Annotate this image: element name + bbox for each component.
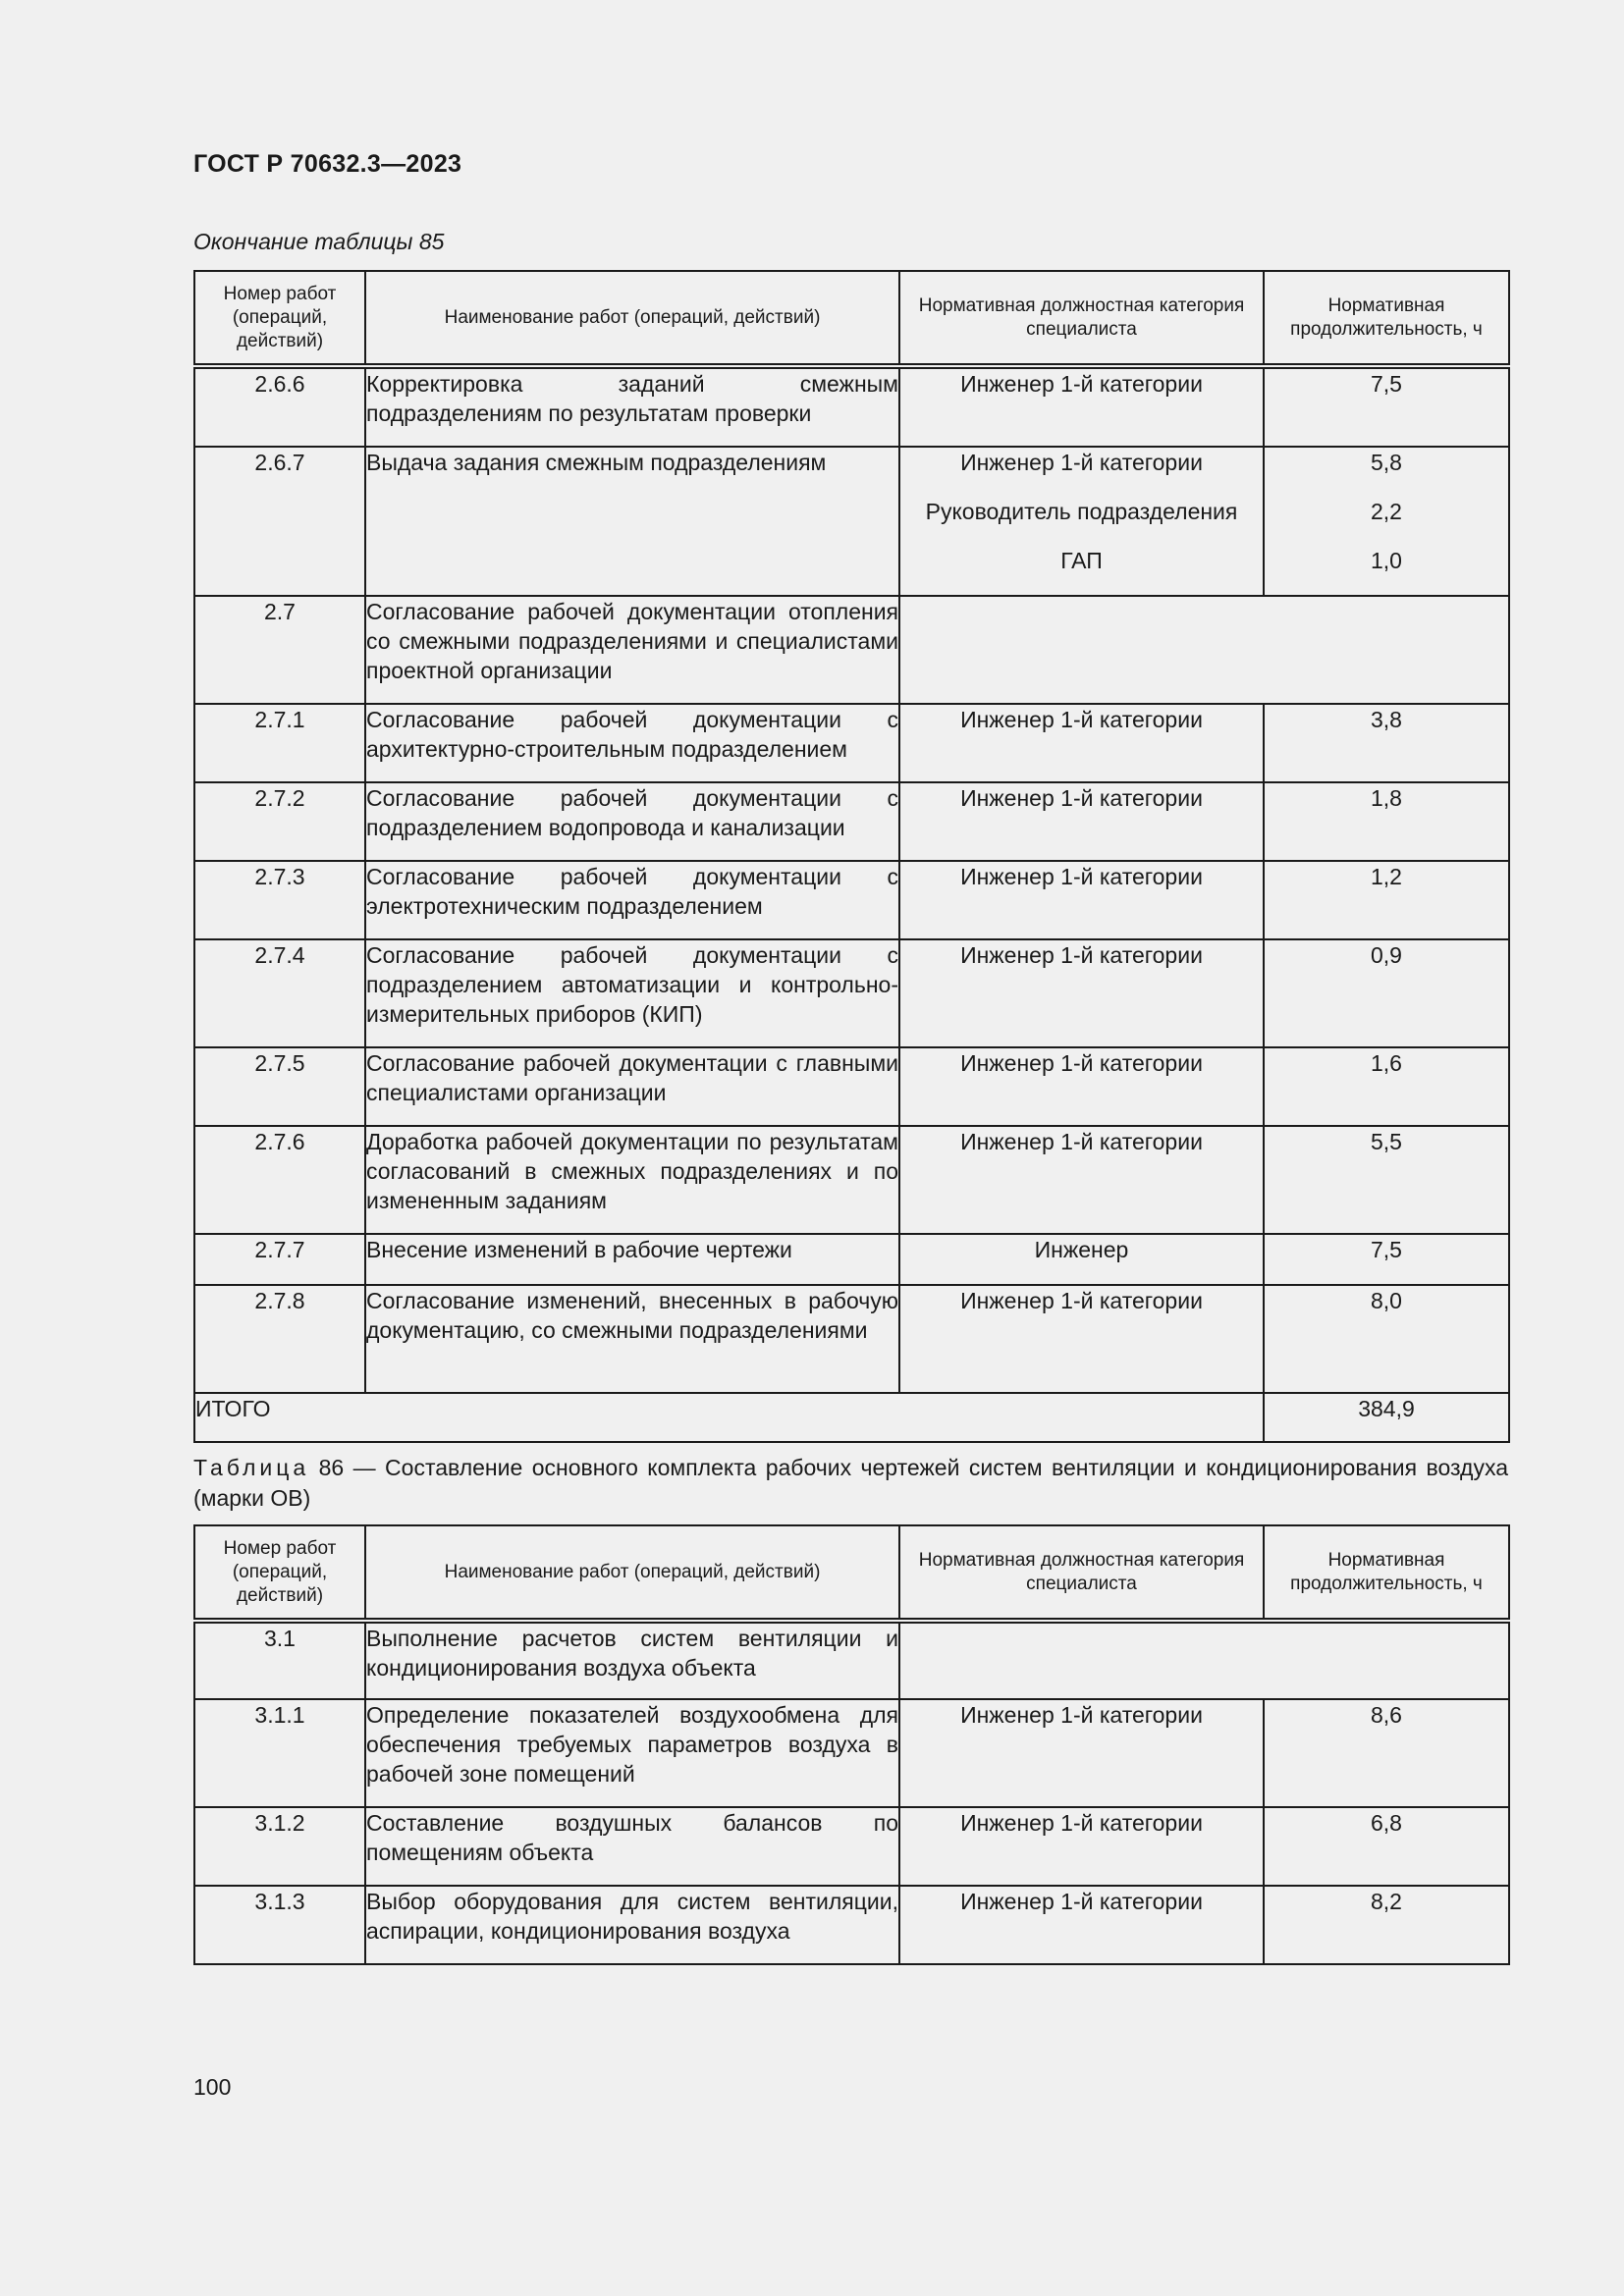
table-total-row (194, 1393, 1509, 1442)
row-work-name: Согласование рабочей документации отопления со смежными подразделениями и специалистами проектной организации (365, 596, 899, 704)
row-work-name: Выбор оборудования для систем вентиляции, аспирации, кондиционирования воздуха (365, 1886, 899, 1964)
table-row (194, 1699, 1509, 1807)
category-value: Инженер 1-й категории (960, 707, 1203, 732)
table-85-continuation (193, 270, 1510, 1443)
row-duration (1264, 939, 1509, 1047)
row-work-name: Составление воздушных балансов по помещениям объекта (365, 1807, 899, 1886)
table-86-caption-word: Таблица (193, 1455, 310, 1480)
row-category (899, 1285, 1264, 1393)
row-category (899, 782, 1264, 861)
table-row (194, 1047, 1509, 1126)
duration-value: 7,5 (1371, 371, 1402, 397)
row-category (899, 1886, 1264, 1964)
table-86 (193, 1524, 1510, 1965)
row-number: 2.7.6 (194, 1126, 365, 1234)
category-value: Инженер 1-й категории (960, 1050, 1203, 1076)
table-row (194, 1621, 1509, 1699)
row-number: 2.7.4 (194, 939, 365, 1047)
row-category (899, 1047, 1264, 1126)
row-duration (1264, 1285, 1509, 1393)
row-number: 2.7.7 (194, 1234, 365, 1285)
row-number: 2.7.3 (194, 861, 365, 939)
row-work-name: Согласование рабочей документации с подразделением водопровода и канализации (365, 782, 899, 861)
row-work-name: Выполнение расчетов систем вентиляции и кондиционирования воздуха объекта (365, 1621, 899, 1699)
row-duration (1264, 1126, 1509, 1234)
row-empty-cell (899, 596, 1509, 704)
row-number: 2.6.6 (194, 366, 365, 447)
duration-value: 1,2 (1371, 864, 1402, 889)
category-value: Инженер 1-й категории (960, 450, 1203, 475)
table-header-row (194, 1525, 1509, 1621)
row-duration (1264, 861, 1509, 939)
column-header-category: Нормативная должностная категория специалиста (899, 271, 1264, 366)
row-duration (1264, 1234, 1509, 1285)
table-header-row (194, 271, 1509, 366)
category-value: Руководитель подразделения (925, 499, 1238, 524)
row-category (899, 1699, 1264, 1807)
table-continuation-caption: Окончание таблицы 85 (193, 229, 445, 254)
row-category (899, 366, 1264, 447)
duration-value: 5,5 (1371, 1129, 1402, 1154)
duration-value: 8,2 (1371, 1889, 1402, 1914)
table-row (194, 447, 1509, 596)
total-value: 384,9 (1264, 1393, 1509, 1442)
column-header-duration: Нормативная продолжительность, ч (1264, 271, 1509, 366)
row-work-name: Внесение изменений в рабочие чертежи (365, 1234, 899, 1285)
category-value: Инженер 1-й категории (960, 1288, 1203, 1313)
row-work-name: Выдача задания смежным подразделениям (365, 447, 899, 596)
column-header-number: Номер работ (операций, действий) (194, 271, 365, 366)
row-work-name: Согласование рабочей документации с архитектурно-строительным подразделением (365, 704, 899, 782)
column-header-category: Нормативная должностная категория специалиста (899, 1525, 1264, 1621)
column-header-duration: Нормативная продолжительность, ч (1264, 1525, 1509, 1621)
row-category (899, 1807, 1264, 1886)
row-category (899, 939, 1264, 1047)
row-duration (1264, 1699, 1509, 1807)
table-row (194, 1285, 1509, 1393)
row-category (899, 861, 1264, 939)
column-header-name: Наименование работ (операций, действий) (365, 1525, 899, 1621)
table-row (194, 939, 1509, 1047)
row-duration (1264, 782, 1509, 861)
row-work-name: Согласование рабочей документации с главными специалистами организации (365, 1047, 899, 1126)
row-duration (1264, 1807, 1509, 1886)
category-value: Инженер 1-й категории (960, 864, 1203, 889)
table-row (194, 366, 1509, 447)
row-number: 2.7.1 (194, 704, 365, 782)
row-work-name: Согласование изменений, внесенных в рабочую документацию, со смежными подразделениями (365, 1285, 899, 1393)
row-duration (1264, 366, 1509, 447)
duration-value: 0,9 (1371, 942, 1402, 968)
duration-value: 2,2 (1371, 499, 1402, 524)
column-header-number: Номер работ (операций, действий) (194, 1525, 365, 1621)
page-number: 100 (193, 2074, 232, 2100)
duration-value: 5,8 (1371, 450, 1402, 475)
row-work-name: Согласование рабочей документации с электротехническим подразделением (365, 861, 899, 939)
duration-value: 1,6 (1371, 1050, 1402, 1076)
column-header-name: Наименование работ (операций, действий) (365, 271, 899, 366)
duration-value: 1,8 (1371, 785, 1402, 811)
row-number: 3.1.1 (194, 1699, 365, 1807)
table-row (194, 782, 1509, 861)
table-86-caption (193, 1453, 1508, 1514)
duration-value: 8,6 (1371, 1702, 1402, 1728)
row-duration (1264, 1886, 1509, 1964)
row-category (899, 447, 1264, 596)
row-work-name: Доработка рабочей документации по результатам согласований в смежных подразделениях и по измененным заданиям (365, 1126, 899, 1234)
row-number: 2.7 (194, 596, 365, 704)
row-number: 2.6.7 (194, 447, 365, 596)
duration-value: 8,0 (1371, 1288, 1402, 1313)
table-row (194, 1234, 1509, 1285)
row-number: 3.1.2 (194, 1807, 365, 1886)
row-work-name: Определение показателей воздухообмена для обеспечения требуемых параметров воздуха в рабочей зоне помещений (365, 1699, 899, 1807)
duration-value: 6,8 (1371, 1810, 1402, 1836)
category-value: Инженер (1034, 1237, 1129, 1262)
table-86-caption-text: 86 — Составление основного комплекта рабочих чертежей систем вентиляции и кондиционирования воздуха (марки ОВ) (193, 1455, 1508, 1511)
category-value: Инженер 1-й категории (960, 785, 1203, 811)
row-work-name: Корректировка заданий смежным подразделениям по результатам проверки (365, 366, 899, 447)
duration-value: 7,5 (1371, 1237, 1402, 1262)
category-value: ГАП (1060, 548, 1103, 573)
table-row (194, 1807, 1509, 1886)
document-header: ГОСТ Р 70632.3—2023 (193, 150, 462, 178)
table-row (194, 1126, 1509, 1234)
row-duration (1264, 704, 1509, 782)
row-number: 3.1 (194, 1621, 365, 1699)
row-category (899, 1234, 1264, 1285)
duration-value: 1,0 (1371, 548, 1402, 573)
table-row (194, 596, 1509, 704)
row-category (899, 1126, 1264, 1234)
row-work-name: Согласование рабочей документации с подразделением автоматизации и контрольно-измерительных приборов (КИП) (365, 939, 899, 1047)
category-value: Инженер 1-й категории (960, 1810, 1203, 1836)
row-duration (1264, 447, 1509, 596)
row-number: 2.7.5 (194, 1047, 365, 1126)
table-row (194, 704, 1509, 782)
row-category (899, 704, 1264, 782)
category-value: Инженер 1-й категории (960, 1129, 1203, 1154)
category-value: Инженер 1-й категории (960, 942, 1203, 968)
duration-value: 3,8 (1371, 707, 1402, 732)
category-value: Инженер 1-й категории (960, 1889, 1203, 1914)
row-duration (1264, 1047, 1509, 1126)
row-empty-cell (899, 1621, 1509, 1699)
table-row (194, 861, 1509, 939)
category-value: Инженер 1-й категории (960, 1702, 1203, 1728)
category-value: Инженер 1-й категории (960, 371, 1203, 397)
table-row (194, 1886, 1509, 1964)
row-number: 2.7.2 (194, 782, 365, 861)
row-number: 3.1.3 (194, 1886, 365, 1964)
row-number: 2.7.8 (194, 1285, 365, 1393)
total-label: ИТОГО (194, 1393, 1264, 1442)
